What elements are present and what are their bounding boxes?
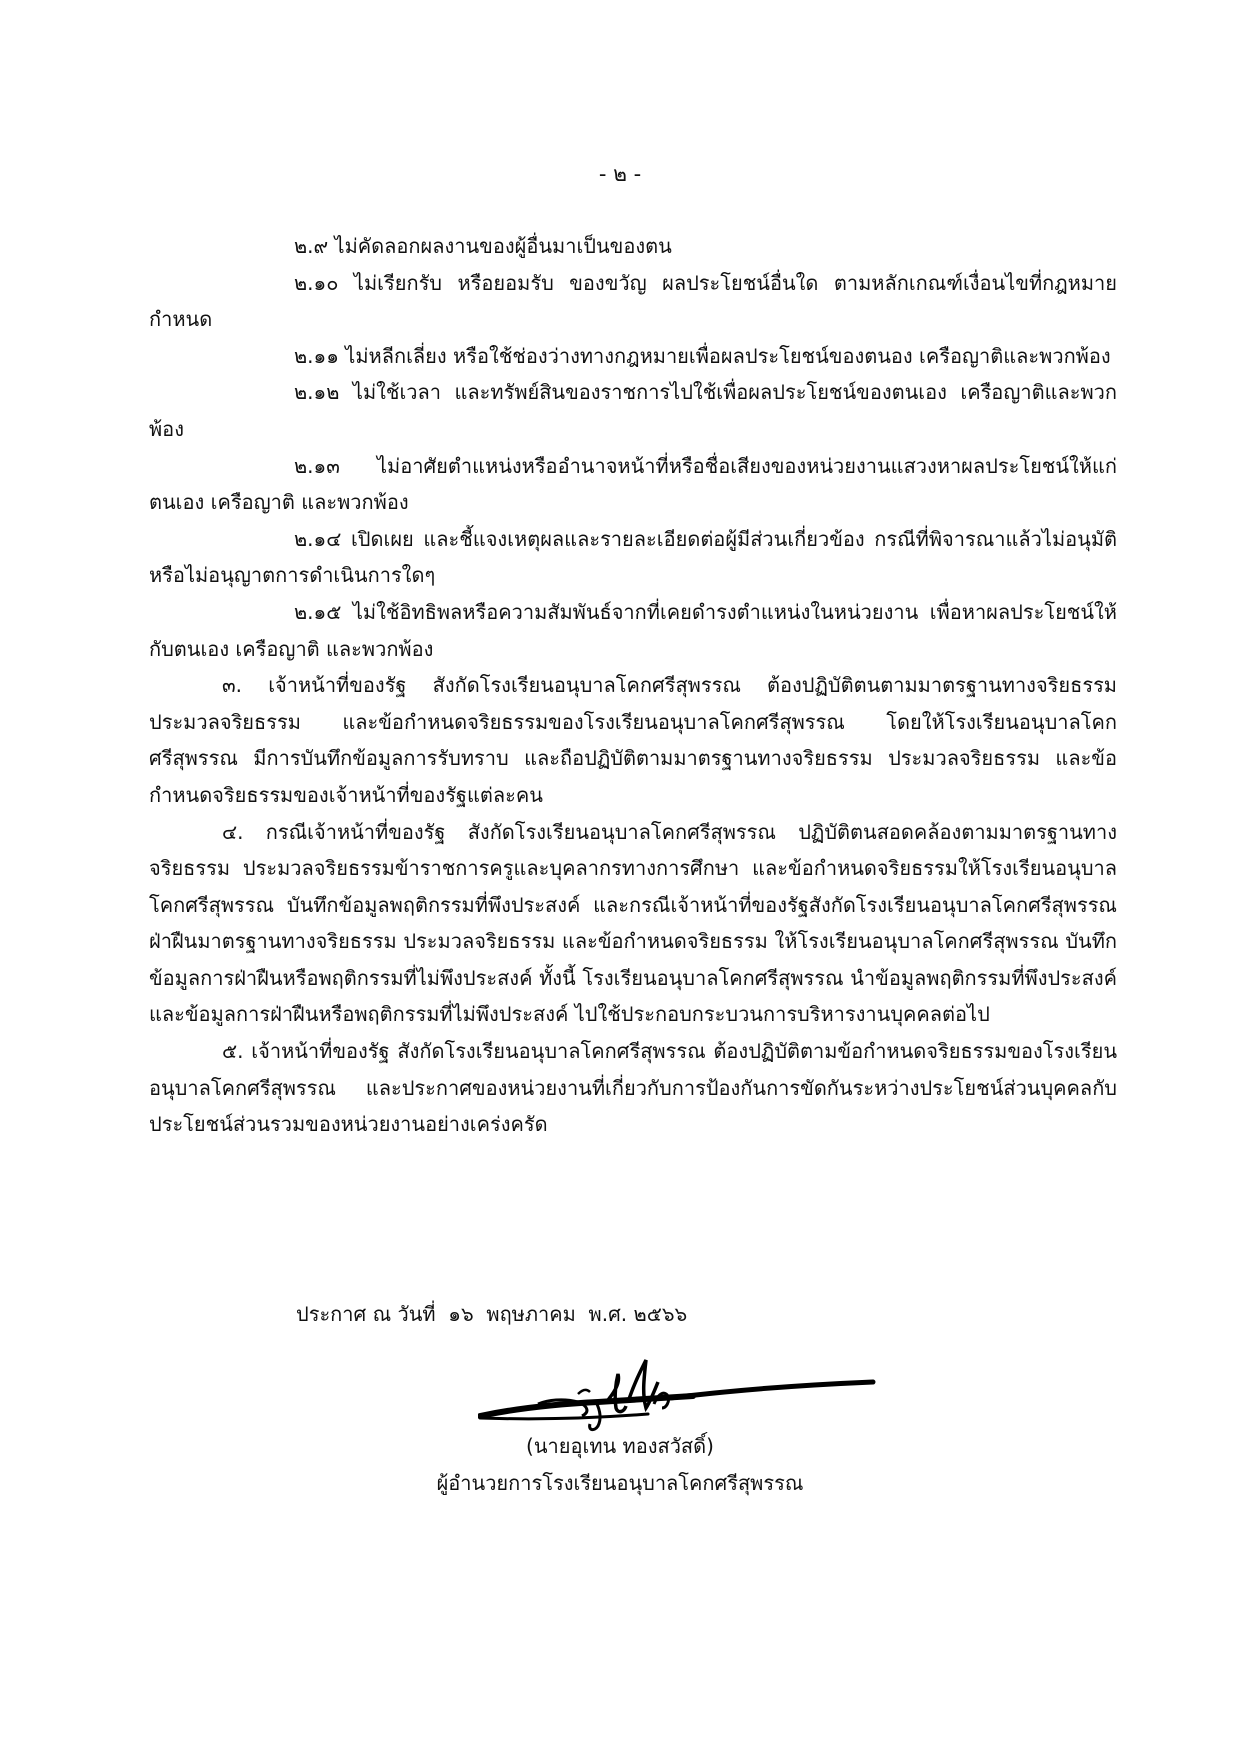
clause-2-12: ๒.๑๒ ไม่ใช้เวลา และทรัพย์สินของราชการไปใช้เพื่อผลประโยชน์ของตนเอง เครือญาติและพวกพ้อง: [149, 380, 1117, 441]
document-body: [149, 228, 1117, 1143]
signer-name: (นายอุเทน ทองสวัสดิ์): [526, 1434, 714, 1458]
page-number: - ๒ -: [598, 162, 642, 186]
clause-2-14: ๒.๑๔ เปิดเผย และชี้แจงเหตุผลและรายละเอียดต่อผู้มีส่วนเกี่ยวข้อง กรณีที่พิจารณาแล้วไม่อนุมัติ หรือไม่อนุญาตการดำเนินการใดๆ: [149, 526, 1117, 588]
clause-2-11: ๒.๑๑ ไม่หลีกเลี่ยง หรือใช้ช่องว่างทางกฎหมายเพื่อผลประโยชน์ของตนอง เครือญาติและพวกพ้อง: [294, 343, 1111, 368]
announcement-date: ประกาศ ณ วันที่ ๑๖ พฤษภาคม พ.ศ. ๒๕๖๖: [296, 1302, 688, 1326]
clause-2-9: ๒.๙ ไม่คัดลอกผลงานของผู้อื่นมาเป็นของตน: [294, 234, 672, 258]
clause-3: ๓. เจ้าหน้าที่ของรัฐ สังกัดโรงเรียนอนุบาลโคกศรีสุพรรณ ต้องปฏิบัติตนตามมาตรฐานทางจริยธรรม ประมวลจริยธรรม และข้อกำหนดจริยธรรมของโรงเรียนอนุบาลโคกศรีสุพรรณ โดยให้โรงเรียนอนุบาลโคกศรีสุพรรณ มีการบันทึกข้อมูลการรับทราบ และถือปฏิบัติตามมาตรฐานทางจริยธรรม ประมวลจริยธรรม และข้อกำหนดจริยธรรมของเจ้าหน้าที่ของรัฐแต่ละคน: [149, 673, 1117, 807]
handwritten-signature: [478, 1338, 878, 1438]
signer-position: ผู้อำนวยการโรงเรียนอนุบาลโคกศรีสุพรรณ: [436, 1471, 804, 1495]
clause-5: ๕. เจ้าหน้าที่ของรัฐ สังกัดโรงเรียนอนุบาลโคกศรีสุพรรณ ต้องปฏิบัติตามข้อกำหนดจริยธรรมของโรงเรียนอนุบาลโคกศรีสุพรรณ และประกาศของหน่วยงานที่เกี่ยวกับการป้องกันการขัดกันระหว่างประโยชน์ส่วนบุคคลกับประโยชน์ส่วนรวมของหน่วยงานอย่างเคร่งครัด: [149, 1039, 1117, 1137]
clause-2-10: ๒.๑๐ ไม่เรียกรับ หรือยอมรับ ของขวัญ ผลประโยชน์อื่นใด ตามหลักเกณฑ์เงื่อนไขที่กฎหมายกำหนด: [149, 270, 1117, 332]
clause-4: ๔. กรณีเจ้าหน้าที่ของรัฐ สังกัดโรงเรียนอนุบาลโคกศรีสุพรรณ ปฏิบัติตนสอดคล้องตามมาตรฐานทางจริยธรรม ประมวลจริยธรรมข้าราชการครูและบุคลากรทางการศึกษา และข้อกำหนดจริยธรรมให้โรงเรียนอนุบาลโคกศรีสุพรรณ บันทึกข้อมูลพฤติกรรมที่พึงประสงค์ และกรณีเจ้าหน้าที่ของรัฐสังกัดโรงเรียนอนุบาลโคกศรีสุพรรณ ฝ่าฝืนมาตรฐานทางจริยธรรม ประมวลจริยธรรม และข้อกำหนดจริยธรรม ให้โรงเรียนอนุบาลโคกศรีสุพรรณ บันทึกข้อมูลการฝ่าฝืนหรือพฤติกรรมที่ไม่พึงประสงค์ ทั้งนี้ โรงเรียนอนุบาลโคกศรีสุพรรณ นำข้อมูลพฤติกรรมที่พึงประสงค์และข้อมูลการฝ่าฝืนหรือพฤติกรรมที่ไม่พึงประสงค์ ไปใช้ประกอบกระบวนการบริหารงานบุคคลต่อไป: [149, 819, 1117, 1027]
clause-2-15: ๒.๑๕ ไม่ใช้อิทธิพลหรือความสัมพันธ์จากที่เคยดำรงตำแหน่งในหน่วยงาน เพื่อหาผลประโยชน์ให้กับตนเอง เครือญาติ และพวกพ้อง: [149, 599, 1117, 661]
clause-2-13: ๒.๑๓ ไม่อาศัยตำแหน่งหรืออำนาจหน้าที่หรือชื่อเสียงของหน่วยงานแสวงหาผลประโยชน์ให้แก่ตนเอง เครือญาติ และพวกพ้อง: [149, 453, 1117, 515]
